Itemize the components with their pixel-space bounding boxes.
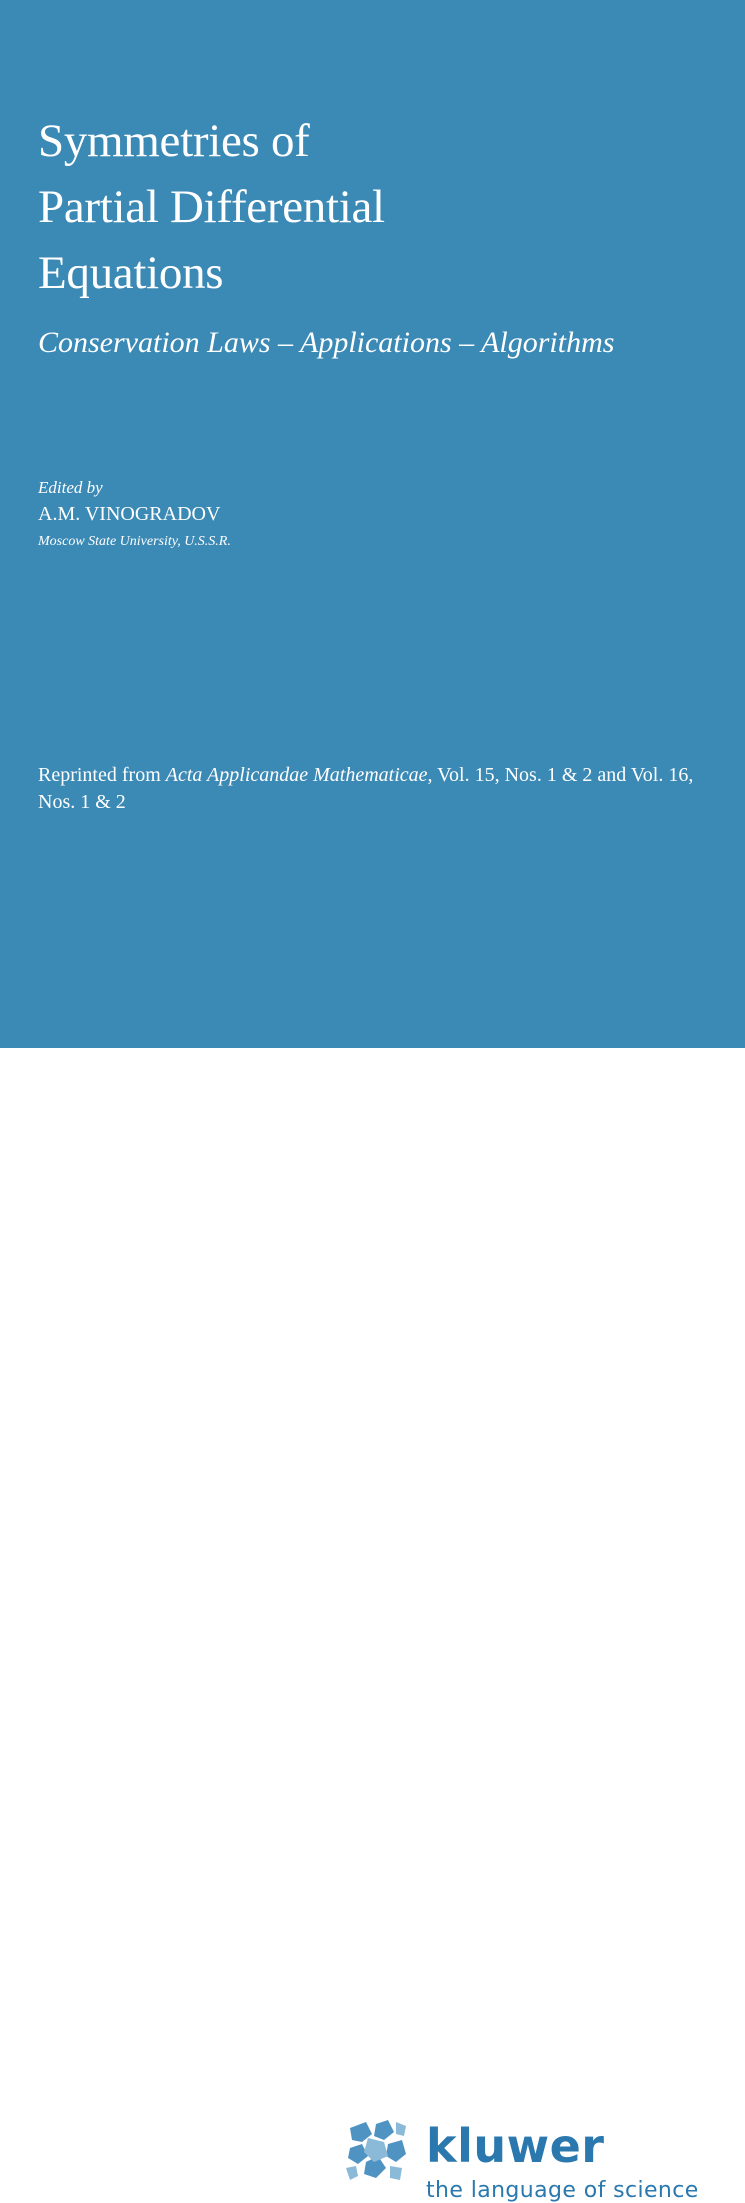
journal-name: Acta Applicandae Mathematicae — [165, 764, 428, 786]
kluwer-knot-logo-icon — [344, 2118, 410, 2184]
book-cover — [0, 0, 745, 1048]
reprint-suffix: , Vol. 15, Nos. 1 & 2 and Vol. 16, Nos. 1 & 2 — [38, 764, 694, 813]
publisher-name: kluwer — [426, 2119, 605, 2173]
title-line-1: Symmetries of — [38, 115, 310, 167]
book-title — [38, 108, 728, 306]
title-line-2: Partial Differential — [38, 181, 385, 233]
book-subtitle: Conservation Laws – Applications – Algorithms — [38, 326, 615, 359]
editor-name: A.M. VINOGRADOV — [38, 503, 221, 525]
title-line-3: Equations — [38, 247, 224, 299]
reprint-note — [38, 762, 728, 816]
publisher-footer — [0, 1048, 745, 2203]
editor-affiliation: Moscow State University, U.S.S.R. — [38, 534, 231, 549]
reprint-prefix: Reprinted from — [38, 764, 166, 786]
edited-by-label: Edited by — [38, 478, 103, 497]
publisher-tagline: the language of science — [426, 2178, 699, 2203]
